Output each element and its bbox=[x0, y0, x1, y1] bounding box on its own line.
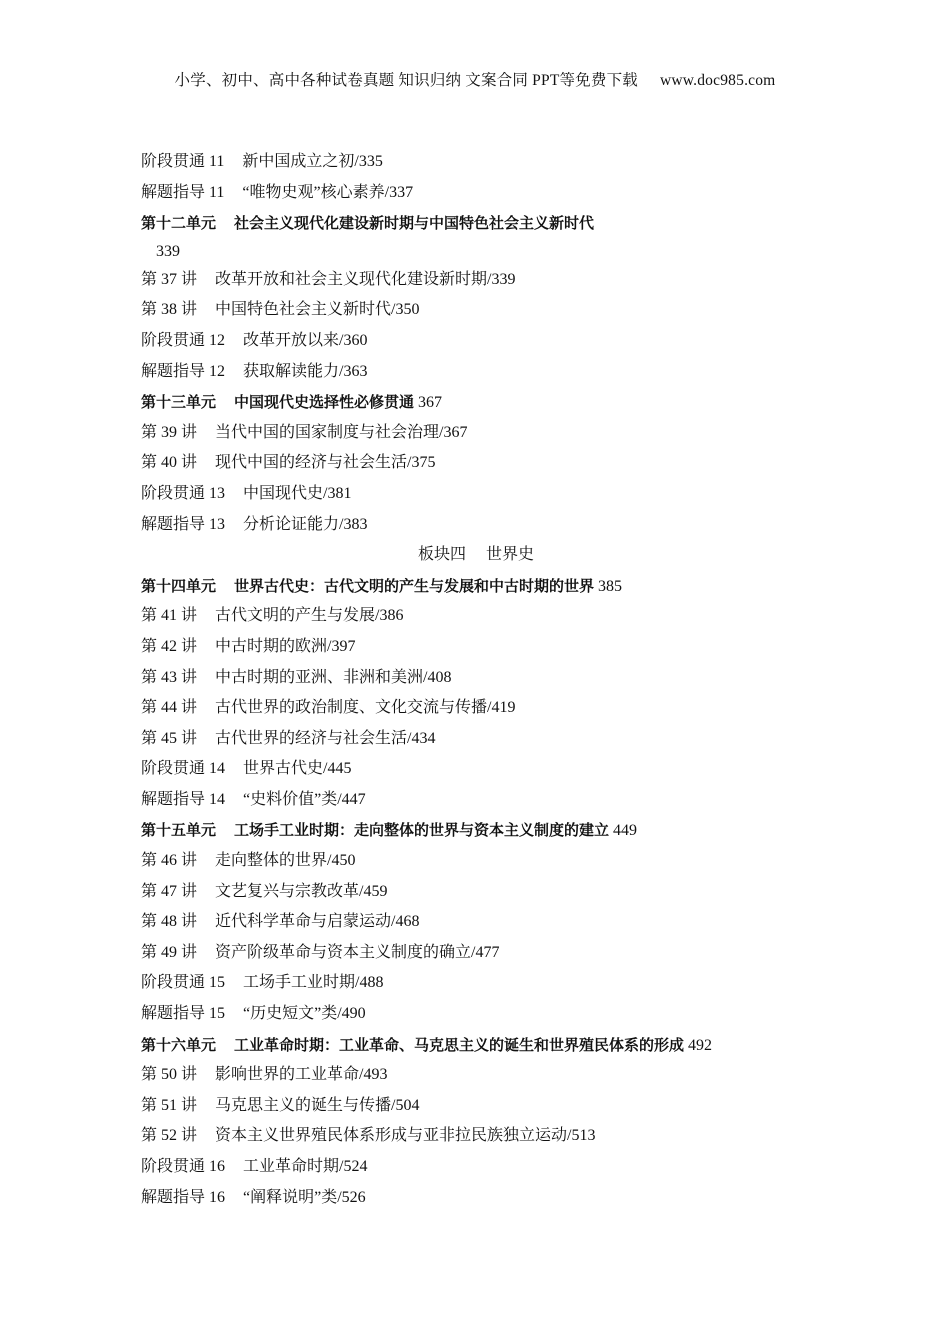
toc-title: 工业革命时期：工业革命、马克思主义的诞生和世界殖民体系的形成 bbox=[234, 1035, 685, 1054]
toc-label: 第 46 讲 bbox=[141, 852, 198, 870]
toc-entry[interactable] bbox=[141, 907, 821, 938]
toc-title: 世界史 bbox=[486, 546, 535, 564]
toc-title: 文艺复兴与宗教改革/459 bbox=[215, 882, 388, 900]
toc-page-number: 385 bbox=[598, 577, 623, 595]
toc-label: 第 43 讲 bbox=[141, 668, 198, 686]
toc-title: 走向整体的世界/450 bbox=[215, 852, 356, 870]
toc-label: 解题指导 16 bbox=[141, 1188, 226, 1206]
toc-label: 第 37 讲 bbox=[141, 270, 198, 288]
header-url[interactable]: www.doc985.com bbox=[659, 72, 776, 89]
toc-label: 第 45 讲 bbox=[141, 729, 198, 747]
toc-label: 阶段贯通 15 bbox=[141, 974, 226, 992]
toc-title: 工场手工业时期：走向整体的世界与资本主义制度的建立 bbox=[234, 821, 610, 840]
toc-label: 第 42 讲 bbox=[141, 637, 198, 655]
toc-entry[interactable] bbox=[141, 1152, 821, 1183]
toc-entry[interactable] bbox=[141, 724, 821, 755]
toc-label: 阶段贯通 16 bbox=[141, 1158, 226, 1175]
toc-title: 资本主义世界殖民体系形成与亚非拉民族独立运动/513 bbox=[215, 1127, 596, 1145]
toc-entry[interactable] bbox=[141, 663, 821, 694]
toc-label: 第十四单元 bbox=[141, 576, 217, 595]
toc-title: 古代文明的产生与发展/386 bbox=[215, 607, 404, 625]
toc-label: 第十五单元 bbox=[141, 821, 217, 840]
toc-title: “唯物史观”核心素养/337 bbox=[242, 183, 414, 201]
toc-title: 资产阶级革命与资本主义制度的确立/477 bbox=[215, 943, 500, 961]
toc-entry[interactable] bbox=[141, 632, 821, 663]
toc-label: 解题指导 13 bbox=[141, 515, 226, 533]
toc-label: 第 48 讲 bbox=[141, 913, 198, 931]
toc-entry[interactable] bbox=[141, 418, 821, 449]
toc-entry[interactable] bbox=[141, 877, 821, 908]
toc-label: 解题指导 12 bbox=[141, 362, 226, 380]
toc-entry[interactable] bbox=[141, 1121, 821, 1152]
toc-entry[interactable] bbox=[141, 785, 821, 816]
toc-entry[interactable] bbox=[141, 693, 821, 724]
toc-entry[interactable] bbox=[141, 295, 821, 326]
toc-entry[interactable] bbox=[141, 326, 821, 357]
toc-unit-heading[interactable] bbox=[141, 1030, 821, 1061]
toc-label: 第 41 讲 bbox=[141, 607, 198, 625]
toc-label: 第 49 讲 bbox=[141, 943, 198, 961]
toc-label: 第 39 讲 bbox=[141, 423, 198, 441]
toc-entry[interactable] bbox=[141, 147, 821, 178]
toc-label: 第 52 讲 bbox=[141, 1127, 198, 1145]
toc-label: 第十三单元 bbox=[141, 393, 217, 412]
toc-title: 改革开放和社会主义现代化建设新时期/339 bbox=[215, 270, 516, 288]
toc-label: 阶段贯通 13 bbox=[141, 484, 226, 502]
toc-label: 第十六单元 bbox=[141, 1035, 217, 1054]
toc-title: 影响世界的工业革命/493 bbox=[215, 1066, 388, 1084]
toc-label: 板块四 bbox=[417, 546, 466, 564]
toc-title: 古代世界的政治制度、文化交流与传播/419 bbox=[215, 699, 516, 717]
toc-title: 中国现代史/381 bbox=[243, 484, 352, 502]
toc-entry[interactable] bbox=[141, 357, 821, 388]
toc-title: 世界古代史：古代文明的产生与发展和中古时期的世界 bbox=[234, 576, 595, 595]
toc-page-number: 367 bbox=[418, 394, 443, 412]
toc-page-number: 449 bbox=[613, 822, 638, 840]
header-text: 小学、初中、高中各种试卷真题 知识归纳 文案合同 PPT等免费下载 bbox=[174, 72, 638, 89]
toc-entry[interactable] bbox=[141, 178, 821, 209]
toc-label: 第 38 讲 bbox=[141, 301, 198, 319]
toc-entry[interactable] bbox=[141, 1060, 821, 1091]
toc-label: 解题指导 15 bbox=[141, 1005, 226, 1023]
toc-label: 阶段贯通 12 bbox=[141, 331, 226, 349]
toc-section-heading[interactable] bbox=[141, 540, 821, 571]
toc-title: 工场手工业时期/488 bbox=[243, 974, 384, 992]
toc-unit-heading[interactable] bbox=[141, 208, 821, 239]
toc-title: 中古时期的欧洲/397 bbox=[215, 637, 356, 655]
toc-entry[interactable] bbox=[141, 754, 821, 785]
toc-title: 马克思主义的诞生与传播/504 bbox=[215, 1096, 420, 1114]
toc-label: 第十二单元 bbox=[141, 214, 217, 233]
page-header bbox=[0, 68, 950, 90]
toc-entry[interactable] bbox=[141, 938, 821, 969]
toc-title: 世界古代史/445 bbox=[243, 760, 352, 778]
toc-entry[interactable] bbox=[141, 1183, 821, 1214]
toc-label: 第 44 讲 bbox=[141, 699, 198, 717]
toc-title: “史料价值”类/447 bbox=[243, 790, 366, 808]
toc-page-number: 339 bbox=[156, 242, 180, 260]
toc-entry[interactable] bbox=[141, 846, 821, 877]
toc-title: 现代中国的经济与社会生活/375 bbox=[215, 454, 436, 472]
toc-title: 中古时期的亚洲、非洲和美洲/408 bbox=[215, 668, 452, 686]
toc-title: 社会主义现代化建设新时期与中国特色社会主义新时代 bbox=[234, 214, 595, 233]
toc-page-number: 492 bbox=[688, 1036, 713, 1054]
toc-title: 近代科学革命与启蒙运动/468 bbox=[215, 913, 420, 931]
toc-entry[interactable] bbox=[141, 510, 821, 541]
toc-unit-heading[interactable] bbox=[141, 571, 821, 602]
toc-label: 第 40 讲 bbox=[141, 454, 198, 472]
toc-label: 解题指导 11 bbox=[141, 183, 225, 201]
toc-title: “历史短文”类/490 bbox=[243, 1005, 366, 1023]
toc-entry[interactable] bbox=[141, 448, 821, 479]
toc-label: 第 50 讲 bbox=[141, 1066, 198, 1084]
table-of-contents bbox=[141, 147, 821, 1213]
toc-title: “阐释说明”类/526 bbox=[243, 1188, 366, 1206]
toc-label: 阶段贯通 14 bbox=[141, 760, 226, 778]
toc-title: 中国现代史选择性必修贯通 bbox=[234, 393, 415, 412]
toc-label: 阶段贯通 11 bbox=[141, 153, 225, 170]
toc-entry[interactable] bbox=[141, 1091, 821, 1122]
toc-entry[interactable] bbox=[141, 968, 821, 999]
toc-continuation[interactable] bbox=[141, 239, 821, 265]
toc-title: 古代世界的经济与社会生活/434 bbox=[215, 729, 436, 747]
toc-title: 当代中国的国家制度与社会治理/367 bbox=[215, 423, 468, 441]
toc-entry[interactable] bbox=[141, 265, 821, 296]
toc-entry[interactable] bbox=[141, 999, 821, 1030]
toc-unit-heading[interactable] bbox=[141, 815, 821, 846]
toc-unit-heading[interactable] bbox=[141, 387, 821, 418]
toc-label: 解题指导 14 bbox=[141, 790, 226, 808]
toc-title: 中国特色社会主义新时代/350 bbox=[215, 301, 420, 319]
toc-title: 获取解读能力/363 bbox=[243, 362, 368, 380]
toc-title: 新中国成立之初/335 bbox=[242, 153, 383, 170]
toc-entry[interactable] bbox=[141, 479, 821, 510]
toc-entry[interactable] bbox=[141, 601, 821, 632]
toc-label: 第 51 讲 bbox=[141, 1096, 198, 1114]
toc-title: 工业革命时期/524 bbox=[243, 1158, 368, 1175]
toc-title: 改革开放以来/360 bbox=[243, 331, 368, 349]
toc-label: 第 47 讲 bbox=[141, 882, 198, 900]
toc-title: 分析论证能力/383 bbox=[243, 515, 368, 533]
